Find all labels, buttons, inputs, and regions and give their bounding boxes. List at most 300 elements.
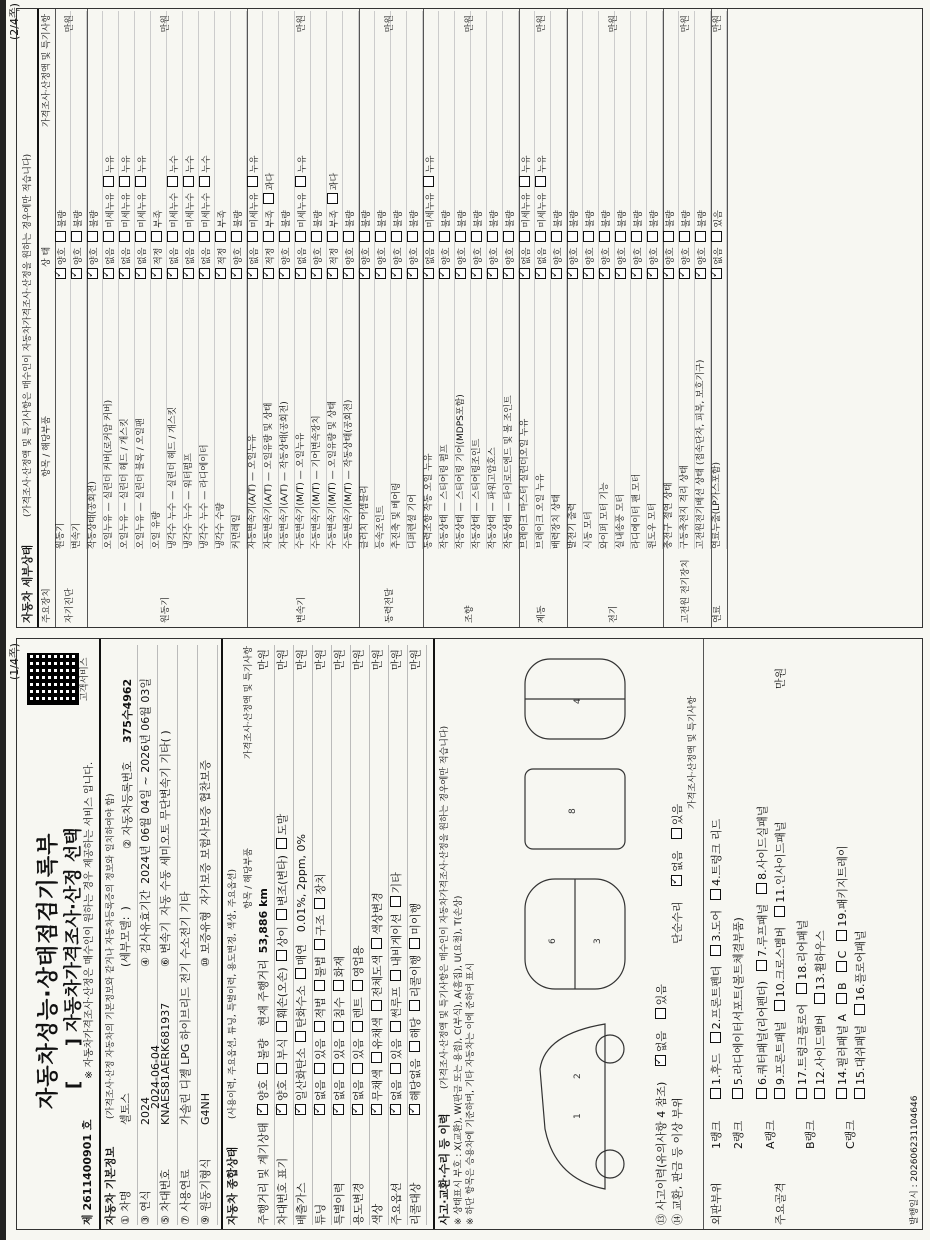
detail-option — [426, 193, 436, 242]
detail-checkbox[interactable] — [199, 268, 210, 279]
detail-checkbox[interactable] — [167, 176, 178, 187]
basic-field-value: G4NH — [199, 1092, 212, 1125]
detail-checkbox[interactable] — [391, 231, 402, 242]
car-outline-diagram — [485, 649, 645, 1209]
detail-checkbox[interactable] — [663, 231, 674, 242]
detail-checkbox[interactable] — [327, 268, 338, 279]
detail-option — [650, 210, 660, 241]
detail-checkbox[interactable] — [295, 231, 306, 242]
accident-unit: 만원 — [774, 667, 787, 689]
status-option — [352, 1038, 365, 1073]
detail-checkbox[interactable] — [599, 231, 610, 242]
detail-checkbox[interactable] — [407, 231, 418, 242]
status-checkbox[interactable] — [352, 1104, 363, 1115]
detail-item: 충전구 절연 상태 — [664, 482, 674, 549]
detail-checkbox[interactable] — [423, 176, 434, 187]
detail-checkbox[interactable] — [295, 268, 306, 279]
detail-checkbox[interactable] — [119, 231, 130, 242]
part-checkbox[interactable] — [774, 1000, 785, 1011]
detail-item: 냉각수 누수 — 라디에이터 — [200, 444, 210, 549]
detail-group-name: 동력전달 — [385, 588, 395, 623]
detail-option — [442, 248, 452, 279]
part-checkbox[interactable] — [836, 993, 847, 1004]
detail-option — [682, 248, 692, 279]
status-checkbox[interactable] — [276, 1021, 287, 1032]
detail-item: 수동변속기(M/T) — 오일누유 — [296, 432, 306, 549]
detail-item: 작동상태 — 스티어링조인트 — [472, 438, 482, 549]
part-checkbox[interactable] — [756, 1088, 767, 1099]
status-checkbox[interactable] — [371, 1104, 382, 1115]
detail-checkbox[interactable] — [439, 268, 450, 279]
part-label: 10.크로스멤버 — [774, 926, 787, 998]
detail-checkbox[interactable] — [391, 268, 402, 279]
detail-checkbox[interactable] — [103, 176, 114, 187]
detail-checkbox[interactable] — [519, 268, 530, 279]
detail-checkbox[interactable] — [487, 268, 498, 279]
reg-no-value: 375수4962 — [121, 678, 134, 743]
part-checkbox[interactable] — [796, 1088, 807, 1099]
part-label: 3.도어 — [710, 909, 723, 942]
detail-row — [247, 11, 263, 549]
c-items — [836, 835, 849, 1099]
detail-row — [231, 11, 247, 549]
status-option — [276, 926, 289, 961]
part-checkbox[interactable] — [836, 1088, 847, 1099]
status-checkbox[interactable] — [295, 968, 306, 979]
status-checkbox[interactable] — [276, 1063, 287, 1074]
detail-checkbox[interactable] — [407, 268, 418, 279]
detail-checkbox[interactable] — [615, 268, 626, 279]
detail-option — [58, 248, 68, 279]
detail-checkbox[interactable] — [231, 268, 242, 279]
detail-checkbox[interactable] — [103, 268, 114, 279]
q2-no-label: 없음 — [671, 850, 684, 872]
detail-checkbox[interactable] — [279, 231, 290, 242]
detail-checkbox[interactable] — [375, 231, 386, 242]
a-items-2 — [774, 812, 787, 1100]
detail-checkbox[interactable] — [423, 231, 434, 242]
detail-item: 발전기 출력 — [568, 502, 578, 549]
detail-checkbox[interactable] — [375, 268, 386, 279]
detail-option — [554, 248, 564, 279]
detail-checkbox[interactable] — [583, 268, 594, 279]
status-checkbox[interactable] — [390, 896, 401, 907]
status-checkbox[interactable] — [352, 1063, 363, 1074]
q2-yes-label: 있음 — [671, 803, 684, 826]
detail-row — [487, 11, 503, 549]
part-label: 4.트렁크 리드 — [710, 818, 723, 886]
part-option — [756, 904, 769, 971]
detail-checkbox[interactable] — [71, 231, 82, 242]
detail-option-label: 미세누유 — [522, 192, 532, 228]
detail-checkbox[interactable] — [295, 176, 306, 187]
status-checkbox[interactable] — [333, 1063, 344, 1074]
status-checkbox[interactable] — [276, 909, 287, 920]
detail-checkbox[interactable] — [471, 231, 482, 242]
detail-option-label: 불량 — [442, 210, 452, 228]
part-label: 7.루프패널 — [756, 903, 769, 957]
detail-item: 시동 모터 — [584, 511, 594, 549]
status-option — [257, 1080, 270, 1115]
detail-checkbox[interactable] — [247, 268, 258, 279]
status-checkbox[interactable] — [276, 838, 287, 849]
detail-checkbox[interactable] — [455, 231, 466, 242]
detail-checkbox[interactable] — [535, 268, 546, 279]
part-checkbox[interactable] — [854, 1088, 865, 1099]
detail-option — [378, 210, 388, 241]
detail-checkbox[interactable] — [519, 231, 530, 242]
c-items-2 — [854, 920, 867, 1099]
status-checkbox[interactable] — [409, 1000, 420, 1011]
detail-checkbox[interactable] — [135, 231, 146, 242]
detail-checkbox[interactable] — [519, 176, 530, 187]
accident-title: 사고·교환·수리 등 이력 — [438, 1113, 451, 1225]
status-option — [276, 967, 289, 1032]
status-row — [333, 645, 351, 1225]
status-checkbox[interactable] — [314, 898, 325, 909]
detail-checkbox[interactable] — [359, 231, 370, 242]
report-no — [81, 1120, 94, 1225]
q2-row — [671, 804, 684, 1225]
detail-option-label: 미세누수 — [202, 192, 212, 228]
status-checkbox[interactable] — [390, 1021, 401, 1032]
part-checkbox[interactable] — [774, 1088, 785, 1099]
detail-checkbox[interactable] — [167, 268, 178, 279]
detail-option-label: 있음 — [714, 210, 724, 228]
part-checkbox[interactable] — [710, 889, 721, 900]
issue-footer: 발행일시 : 202606231104646 — [910, 1095, 920, 1225]
detail-checkbox[interactable] — [647, 231, 658, 242]
status-option — [314, 915, 327, 950]
detail-option — [490, 210, 500, 241]
status-checkbox[interactable] — [314, 980, 325, 991]
detail-option-label: 불량 — [282, 210, 292, 228]
q2-no-checkbox[interactable] — [671, 875, 682, 886]
detail-option — [314, 248, 324, 279]
detail-option-label: 양호 — [394, 247, 404, 265]
detail-checkbox[interactable] — [567, 268, 578, 279]
part-checkbox[interactable] — [814, 993, 825, 1004]
status-checkbox[interactable] — [295, 1031, 306, 1042]
part-checkbox[interactable] — [732, 1088, 743, 1099]
part-label: 12.사이드멤버 — [814, 1014, 827, 1085]
status-option-label: 일산화탄소 — [295, 1047, 308, 1101]
detail-checkbox[interactable] — [183, 176, 194, 187]
status-checkbox[interactable] — [352, 1021, 363, 1032]
part-checkbox[interactable] — [854, 1004, 865, 1015]
detail-checkbox[interactable] — [551, 268, 562, 279]
status-option-label: 도말 — [276, 813, 289, 836]
detail-option-label: 누수 — [202, 155, 212, 173]
detail-checkbox[interactable] — [471, 268, 482, 279]
status-option-label: 없음 — [352, 1079, 365, 1101]
part-checkbox[interactable] — [774, 906, 785, 917]
detail-group — [87, 9, 248, 627]
status-option-label: 화재 — [333, 955, 346, 978]
page-label-2: (2/4쪽) — [8, 3, 21, 40]
part-checkbox[interactable] — [796, 983, 807, 994]
detail-checkbox[interactable] — [535, 231, 546, 242]
detail-checkbox[interactable] — [247, 231, 258, 242]
status-option — [314, 956, 327, 991]
detail-row — [567, 11, 583, 549]
status-note: (사용이력, 주요옵션, 튜닝, 특별이력, 용도변경, 색상, 주요옵션) — [228, 868, 238, 1119]
detail-option-label: 적정 — [330, 247, 340, 265]
detail-checkbox[interactable] — [231, 231, 242, 242]
detail-option — [250, 155, 260, 186]
basic-field-extra-value: 자동 수동 세미오토 무단변속기 기타( ) — [159, 730, 172, 916]
detail-checkbox[interactable] — [599, 268, 610, 279]
detail-checkbox[interactable] — [263, 231, 274, 242]
detail-option-label: 불량 — [634, 210, 644, 228]
status-checkbox[interactable] — [352, 980, 363, 991]
detail-row — [311, 11, 327, 549]
status-checkbox[interactable] — [371, 938, 382, 949]
detail-checkbox[interactable] — [135, 268, 146, 279]
detail-option-label: 불량 — [602, 210, 612, 228]
part-checkbox[interactable] — [710, 945, 721, 956]
status-checkbox[interactable] — [314, 939, 325, 950]
report-no-value: 2611400901 호 — [81, 1119, 94, 1211]
detail-checkbox[interactable] — [279, 268, 290, 279]
status-checkbox[interactable] — [371, 1052, 382, 1063]
status-option-label: 해당없음 — [409, 1058, 422, 1101]
detail-option-label: 양호 — [570, 247, 580, 265]
status-checkbox[interactable] — [257, 1104, 268, 1115]
detail-option — [538, 248, 548, 279]
detail-row — [215, 11, 231, 549]
detail-option — [154, 248, 164, 279]
status-row-unit: 만원 — [390, 649, 403, 671]
detail-checkbox[interactable] — [199, 231, 210, 242]
status-option-label: 장치 — [314, 873, 327, 895]
part-checkbox[interactable] — [836, 930, 847, 941]
detail-checkbox[interactable] — [439, 231, 450, 242]
status-option-label: 불량 — [257, 1038, 270, 1060]
detail-item: 윈도우 모터 — [648, 502, 658, 549]
detail-checkbox[interactable] — [151, 268, 162, 279]
detail-checkbox[interactable] — [263, 268, 274, 279]
status-checkbox[interactable] — [390, 1104, 401, 1115]
detail-option-label: 양호 — [698, 247, 708, 265]
detail-checkbox[interactable] — [343, 268, 354, 279]
detail-item: 고전원전기배선 상태 (접속단자, 피복, 보호기구) — [696, 359, 706, 549]
part-checkbox[interactable] — [814, 1088, 825, 1099]
detail-option-label: 불량 — [74, 210, 84, 228]
part-checkbox[interactable] — [710, 1088, 721, 1099]
status-checkbox[interactable] — [314, 1063, 325, 1074]
detail-checkbox[interactable] — [183, 268, 194, 279]
detail-checkbox[interactable] — [663, 268, 674, 279]
detail-option — [650, 248, 660, 279]
part-option — [756, 806, 769, 894]
basic-row — [159, 645, 178, 1225]
status-checkbox[interactable] — [333, 1104, 344, 1115]
detail-checkbox[interactable] — [503, 268, 514, 279]
part-checkbox[interactable] — [756, 883, 767, 894]
detail-option-label: 양호 — [410, 247, 420, 265]
detail-row — [471, 11, 487, 549]
detail-checkbox[interactable] — [695, 268, 706, 279]
detail-option-label: 적정 — [154, 247, 164, 265]
detail-option — [506, 210, 516, 241]
part-checkbox[interactable] — [756, 960, 767, 971]
detail-row — [407, 11, 423, 549]
detail-checkbox[interactable] — [71, 268, 82, 279]
q1-yes-checkbox[interactable] — [655, 1008, 666, 1019]
detail-checkbox[interactable] — [647, 268, 658, 279]
status-option-label: 있음 — [352, 1038, 365, 1060]
detail-checkbox[interactable] — [711, 268, 722, 279]
status-checkbox[interactable] — [390, 1063, 401, 1074]
status-option — [276, 1080, 289, 1115]
detail-checkbox[interactable] — [151, 231, 162, 242]
detail-option-label: 적정 — [218, 247, 228, 265]
detail-option — [58, 210, 68, 241]
status-option — [409, 1017, 422, 1052]
detail-checkbox[interactable] — [55, 268, 66, 279]
detail-unit: 만원 — [681, 15, 691, 33]
q1-no-checkbox[interactable] — [655, 1055, 666, 1066]
detail-checkbox[interactable] — [711, 231, 722, 242]
part-option — [796, 920, 809, 994]
detail-checkbox[interactable] — [87, 268, 98, 279]
detail-checkbox[interactable] — [55, 231, 66, 242]
status-checkbox[interactable] — [257, 1063, 268, 1074]
detail-option — [570, 248, 580, 279]
detail-checkbox[interactable] — [327, 231, 338, 242]
detail-row — [327, 11, 343, 549]
detail-note: (가격조사·산정액 및 특기사항은 매수인이 자동차가격조사·산정을 원하는 경우에만 적습니다) — [23, 153, 33, 517]
status-option-label: 전체도색 — [371, 954, 384, 998]
detail-option — [682, 210, 692, 241]
detail-checkbox[interactable] — [183, 231, 194, 242]
detail-checkbox[interactable] — [567, 231, 578, 242]
detail-option-label: 양호 — [378, 247, 388, 265]
q2-yes-checkbox[interactable] — [671, 828, 682, 839]
detail-checkbox[interactable] — [455, 268, 466, 279]
detail-checkbox[interactable] — [551, 231, 562, 242]
status-row-label: 색상 — [371, 1203, 384, 1225]
detail-option — [218, 248, 228, 279]
detail-option-label: 누유 — [538, 155, 548, 173]
detail-checkbox[interactable] — [535, 176, 546, 187]
detail-checkbox[interactable] — [311, 231, 322, 242]
detail-checkbox[interactable] — [119, 268, 130, 279]
detail-checkbox[interactable] — [327, 193, 338, 204]
detail-option — [90, 248, 100, 279]
status-checkbox[interactable] — [314, 1021, 325, 1032]
detail-checkbox[interactable] — [215, 231, 226, 242]
detail-item: 구동축전지 격리 상태 — [680, 465, 690, 549]
detail-checkbox[interactable] — [487, 231, 498, 242]
svg-text:6: 6 — [548, 938, 558, 944]
part-checkbox[interactable] — [836, 961, 847, 972]
detail-checkbox[interactable] — [87, 231, 98, 242]
detail-checkbox[interactable] — [503, 231, 514, 242]
detail-option — [314, 210, 324, 241]
detail-checkbox[interactable] — [311, 268, 322, 279]
detail-checkbox[interactable] — [631, 231, 642, 242]
detail-option-label: 누유 — [426, 155, 436, 173]
detail-checkbox[interactable] — [135, 176, 146, 187]
detail-checkbox[interactable] — [631, 268, 642, 279]
detail-option-label: 불량 — [586, 210, 596, 228]
status-row-unit: 만원 — [295, 649, 308, 671]
part-label: C — [836, 950, 849, 959]
detail-option-label: 불량 — [58, 210, 68, 228]
detail-checkbox[interactable] — [167, 231, 178, 242]
status-checkbox[interactable] — [276, 1104, 287, 1115]
detail-checkbox[interactable] — [359, 268, 370, 279]
detail-checkbox[interactable] — [215, 268, 226, 279]
status-option — [257, 1038, 270, 1073]
detail-checkbox[interactable] — [263, 193, 274, 204]
detail-checkbox[interactable] — [423, 268, 434, 279]
status-checkbox[interactable] — [333, 1021, 344, 1032]
status-option-label: 없음 — [390, 1079, 403, 1101]
a-items — [756, 796, 769, 1099]
detail-checkbox[interactable] — [247, 176, 258, 187]
detail-checkbox[interactable] — [343, 231, 354, 242]
status-option — [333, 1038, 346, 1073]
status-row-unit: 만원 — [276, 649, 289, 671]
part-option — [774, 927, 787, 1012]
status-option-label: 상이 — [276, 926, 289, 948]
detail-option — [138, 155, 148, 186]
status-checkbox[interactable] — [333, 980, 344, 991]
status-checkbox[interactable] — [371, 1000, 382, 1011]
status-checkbox[interactable] — [314, 1104, 325, 1115]
part-label: 5.라디에이터서포트(볼트체결부품) — [732, 917, 745, 1085]
detail-item: 추진축 및 베어링 — [392, 482, 402, 549]
parts-table — [703, 639, 914, 1229]
detail-checkbox[interactable] — [679, 231, 690, 242]
status-option-label: 있음 — [390, 1038, 403, 1060]
main-label: 주요골격 — [774, 1182, 787, 1225]
basic-field-value: KNAES81AERK681937 — [159, 1002, 172, 1125]
detail-checkbox[interactable] — [615, 231, 626, 242]
detail-option — [522, 193, 532, 242]
basic-field-label: ③ 연식 — [139, 1190, 152, 1225]
status-checkbox[interactable] — [295, 1104, 306, 1115]
status-checkbox[interactable] — [409, 1104, 420, 1115]
detail-option — [426, 248, 436, 279]
detail-option-label: 없음 — [122, 247, 132, 265]
status-checkbox[interactable] — [276, 950, 287, 961]
detail-checkbox[interactable] — [199, 176, 210, 187]
status-checkbox[interactable] — [390, 970, 401, 981]
status-col-price: 가격조사·산정액 및 특기사항 — [244, 646, 254, 759]
detail-option — [170, 193, 180, 242]
detail-checkbox[interactable] — [679, 268, 690, 279]
detail-row — [583, 11, 599, 549]
detail-option — [346, 248, 356, 279]
detail-checkbox[interactable] — [695, 231, 706, 242]
detail-checkbox[interactable] — [583, 231, 594, 242]
status-checkbox[interactable] — [409, 1041, 420, 1052]
status-option — [314, 873, 327, 908]
detail-option — [218, 210, 228, 241]
detail-option-label: 양호 — [554, 247, 564, 265]
status-checkbox[interactable] — [409, 938, 420, 949]
basic-info-section — [99, 639, 221, 1229]
svg-text:3: 3 — [593, 938, 603, 944]
part-checkbox[interactable] — [710, 1032, 721, 1043]
detail-checkbox[interactable] — [119, 176, 130, 187]
detail-checkbox[interactable] — [103, 231, 114, 242]
detail-option-label: 불량 — [618, 210, 628, 228]
